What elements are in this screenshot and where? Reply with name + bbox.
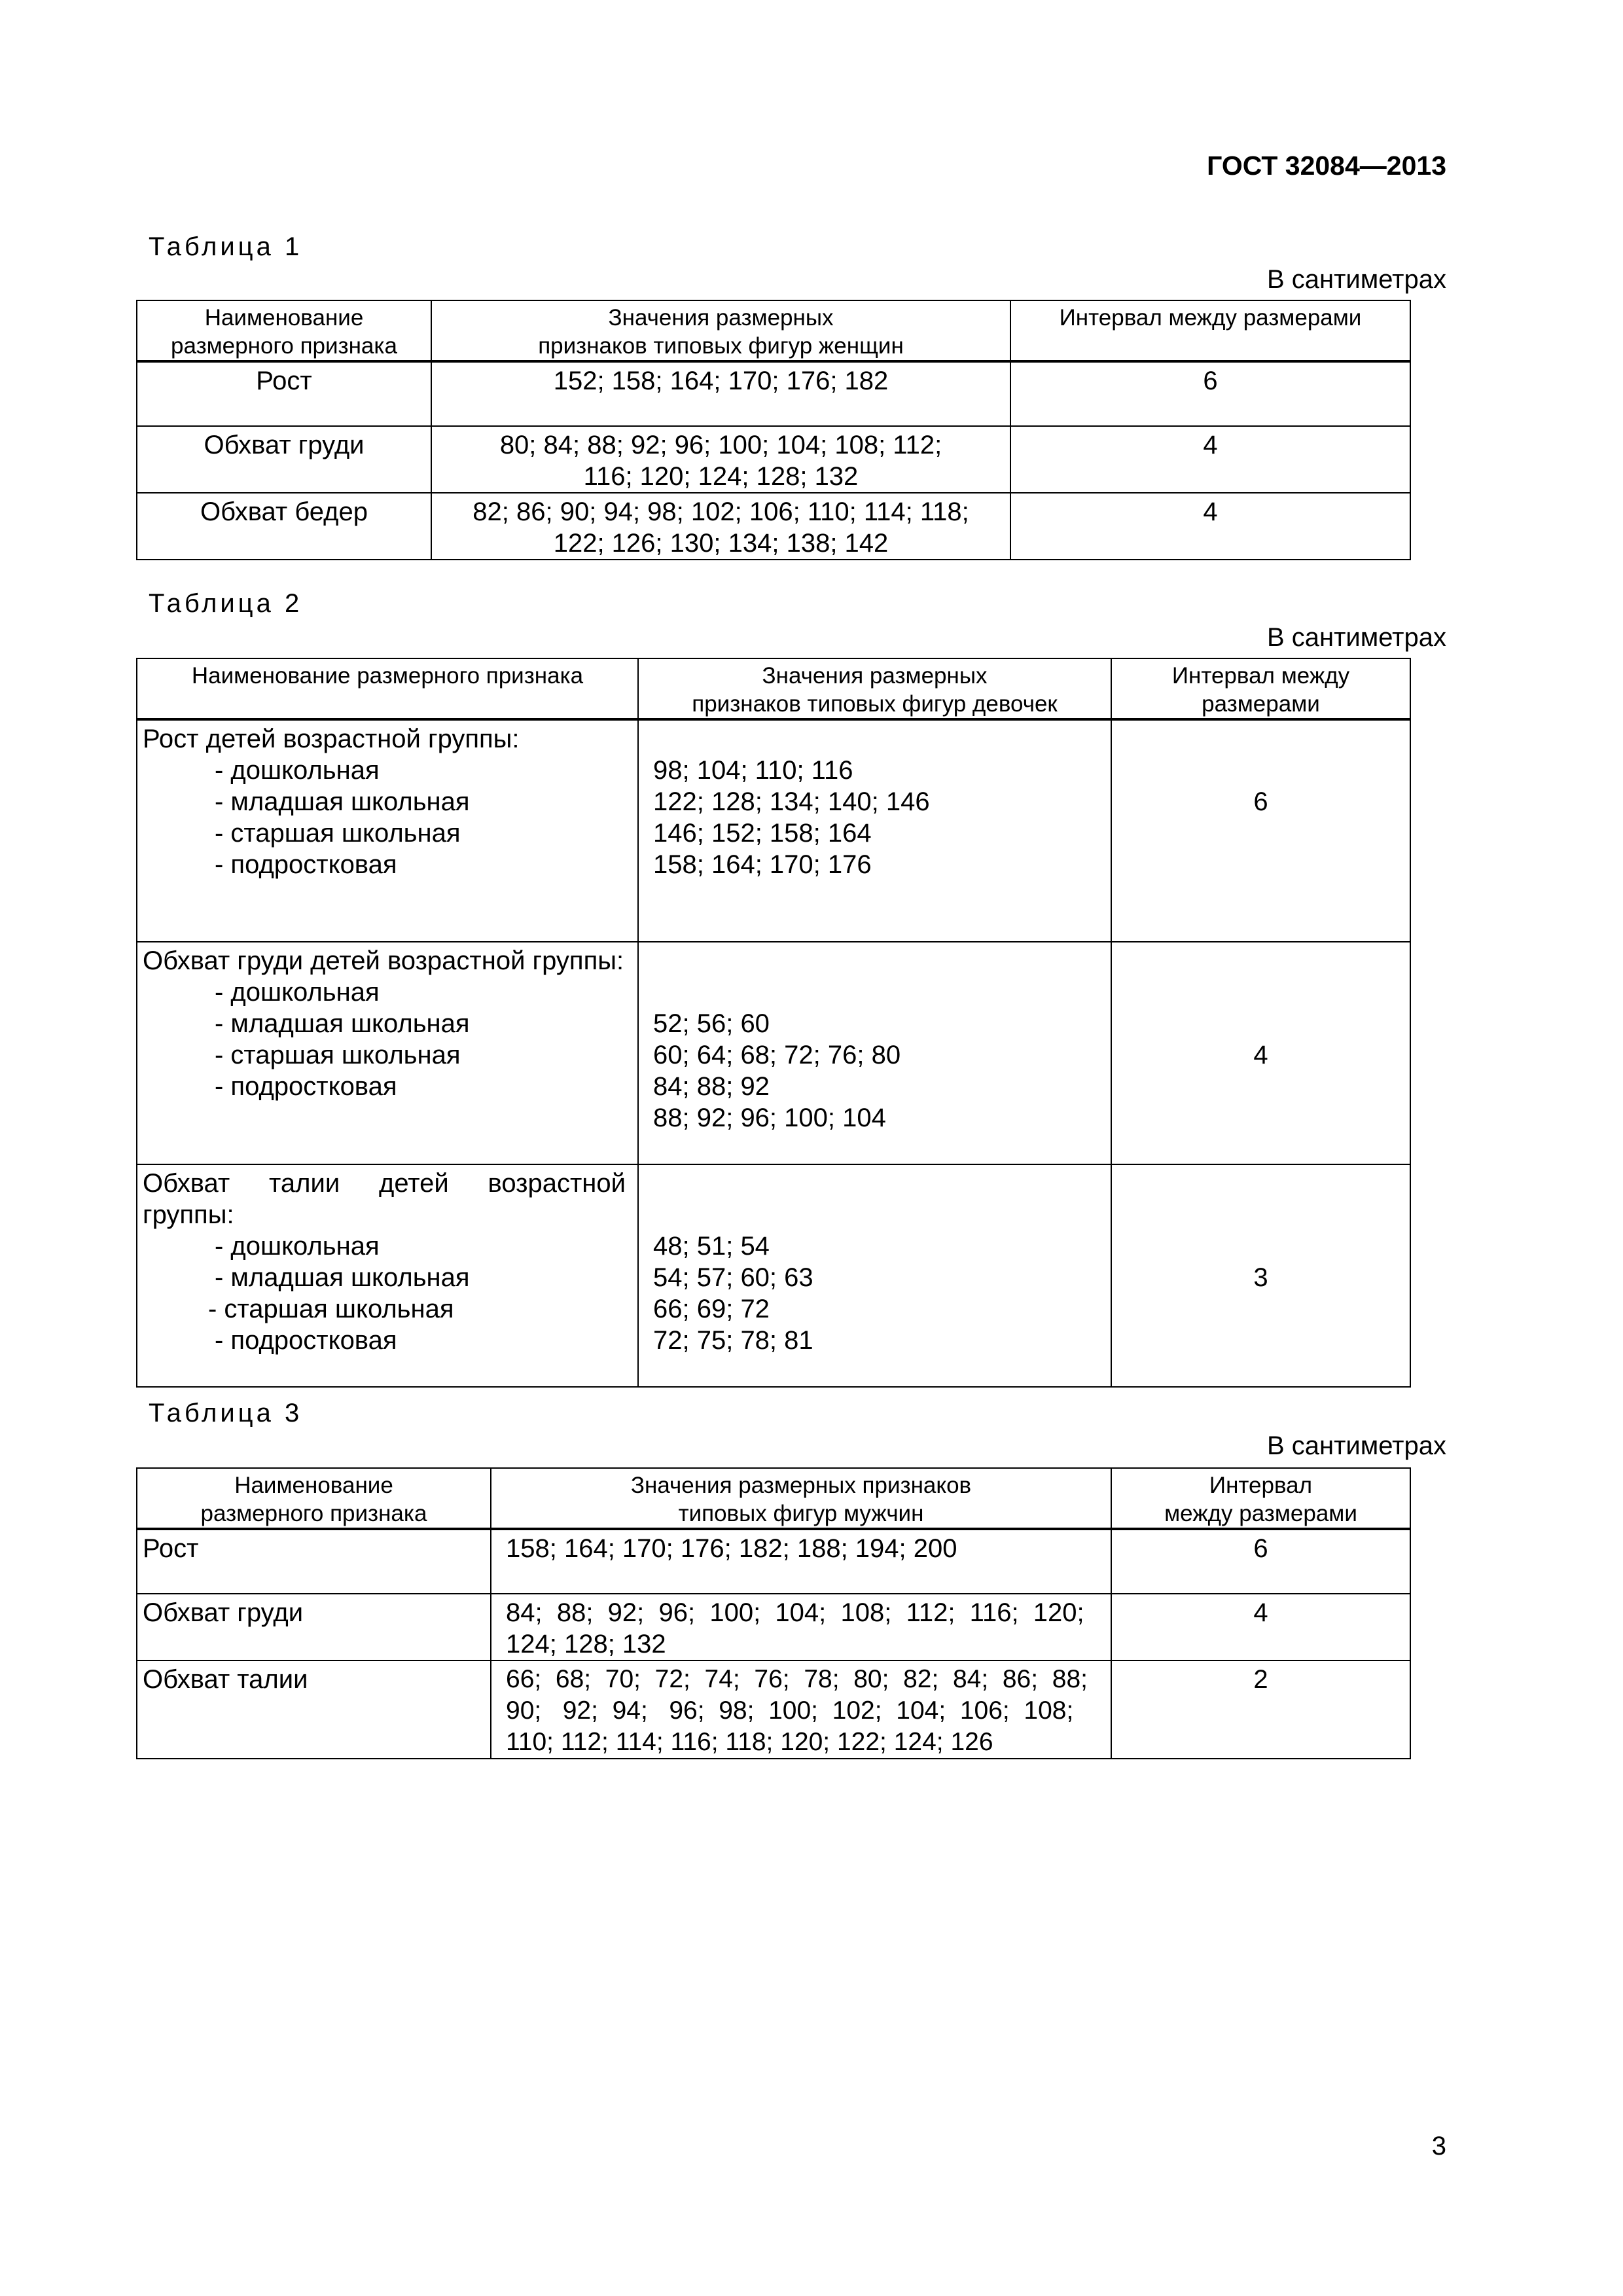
table2-value-line: 98; 104; 110; 116 [653,756,853,785]
table2-units: В сантиметрах [1266,623,1446,652]
table1-row-values: 152; 158; 164; 170; 176; 182 [431,361,1010,426]
table3-row-name: Рост [137,1529,491,1594]
table2-group-interval [1111,942,1410,1164]
table2-group-values [638,719,1111,942]
table1-row-interval: 4 [1010,493,1410,560]
table2-group-name [137,1164,638,1387]
table2-caption: Таблица 2 [149,589,303,618]
table1-row-name: Рост [137,361,431,426]
table2-value-line: 54; 57; 60; 63 [653,1263,813,1292]
table1-header-name: Наименование размерного признака [137,300,431,361]
table2-value-line: 72; 75; 78; 81 [653,1326,813,1355]
table3-header-values: Значения размерных признаков типовых фигур мужчин [491,1468,1111,1529]
table2-subgroup: - подростковая [215,850,397,879]
table3-row [137,1660,1410,1759]
table2-interval-value: 6 [1253,787,1268,816]
table1-row [137,361,1410,426]
table2-value-line: 146; 152; 158; 164 [653,819,872,848]
table1-row [137,426,1410,493]
table2-header-row [137,658,1410,719]
table1-header-values: Значения размерных признаков типовых фигур женщин [431,300,1010,361]
table2-header-values: Значения размерных признаков типовых фигур девочек [638,658,1111,719]
table2-group-values [638,1164,1111,1387]
table2-interval-value: 3 [1253,1263,1268,1292]
table3-row-name: Обхват талии [137,1660,491,1759]
table1-row-name: Обхват груди [137,426,431,493]
table2-interval-value: 4 [1253,1041,1268,1069]
table2-value-line: 66; 69; 72 [653,1295,770,1323]
page-number: 3 [1431,2132,1446,2161]
table2-group-row [137,719,1410,942]
table2-group-row [137,1164,1410,1387]
table3-row [137,1594,1410,1660]
table3-caption: Таблица 3 [149,1399,303,1427]
table1-row-name: Обхват бедер [137,493,431,560]
table2-subgroup: - дошкольная [215,1232,380,1261]
table2-group-name [137,719,638,942]
table2-value-line: 122; 128; 134; 140; 146 [653,787,930,816]
table1-row-values: 80; 84; 88; 92; 96; 100; 104; 108; 112; 116; 120; 124; 128; 132 [431,426,1010,493]
table2-subgroup: - старшая школьная [215,819,461,848]
table3-row [137,1529,1410,1594]
table2-subgroup: - младшая школьная [215,787,470,816]
table2-group-title: Рост детей возрастной группы: [143,725,520,753]
table2-value-line: 88; 92; 96; 100; 104 [653,1103,886,1132]
table2-header-interval: Интервал между размерами [1111,658,1410,719]
table3-header-row [137,1468,1410,1529]
table1-header-row [137,300,1410,361]
table2-subgroup: - подростковая [215,1072,397,1101]
table1 [136,300,1411,560]
table3-row-values: 84; 88; 92; 96; 100; 104; 108; 112; 116; 120; 124; 128; 132 [491,1594,1111,1660]
table2-header-name: Наименование размерного признака [137,658,638,719]
table1-row-values: 82; 86; 90; 94; 98; 102; 106; 110; 114; 118; 122; 126; 130; 134; 138; 142 [431,493,1010,560]
table1-caption: Таблица 1 [149,232,303,261]
table1-units: В сантиметрах [1266,265,1446,294]
table3-row-values: 66; 68; 70; 72; 74; 76; 78; 80; 82; 84; 86; 88; 90; 92; 94; 96; 98; 100; 102; 104; 106; 108; 110; 112; 114; 116; 118; 120; 122; 124; 126 [491,1660,1111,1759]
document-standard-header: ГОСТ 32084—2013 [1207,151,1446,181]
table2-group-row [137,942,1410,1164]
table2-group-name [137,942,638,1164]
table1-row-interval: 4 [1010,426,1410,493]
table2-subgroup: - дошкольная [215,756,380,785]
table2-group-interval [1111,1164,1410,1387]
table3-row-values: 158; 164; 170; 176; 182; 188; 194; 200 [491,1529,1111,1594]
table2-subgroup: - старшая школьная [208,1295,454,1323]
table2-value-line: 60; 64; 68; 72; 76; 80 [653,1041,901,1069]
table3-row-interval: 4 [1111,1594,1410,1660]
table3-row-interval: 6 [1111,1529,1410,1594]
table1-row-interval: 6 [1010,361,1410,426]
table2-value-line: 158; 164; 170; 176 [653,850,872,879]
table2-value-line: 48; 51; 54 [653,1232,770,1261]
table1-header-interval: Интервал между размерами [1010,300,1410,361]
table2-subgroup: - дошкольная [215,978,380,1007]
table3 [136,1467,1411,1759]
table2-subgroup: - старшая школьная [215,1041,461,1069]
table2-group-title: Обхват груди детей возрастной группы: [143,946,624,975]
table3-header-name: Наименование размерного признака [137,1468,491,1529]
table3-row-interval: 2 [1111,1660,1410,1759]
table2-group-title: Обхват талии детей возрастной группы: [143,1169,626,1229]
table3-header-interval: Интервал между размерами [1111,1468,1410,1529]
table2-group-values [638,942,1111,1164]
table2-value-line: 52; 56; 60 [653,1009,770,1038]
table2-subgroup: - младшая школьная [215,1263,470,1292]
table1-row [137,493,1410,560]
table3-units: В сантиметрах [1266,1431,1446,1460]
table3-row-name: Обхват груди [137,1594,491,1660]
table2-group-interval [1111,719,1410,942]
table2-subgroup: - подростковая [215,1326,397,1355]
table2-value-line: 84; 88; 92 [653,1072,770,1101]
table2-subgroup: - младшая школьная [215,1009,470,1038]
table2 [136,658,1411,1388]
